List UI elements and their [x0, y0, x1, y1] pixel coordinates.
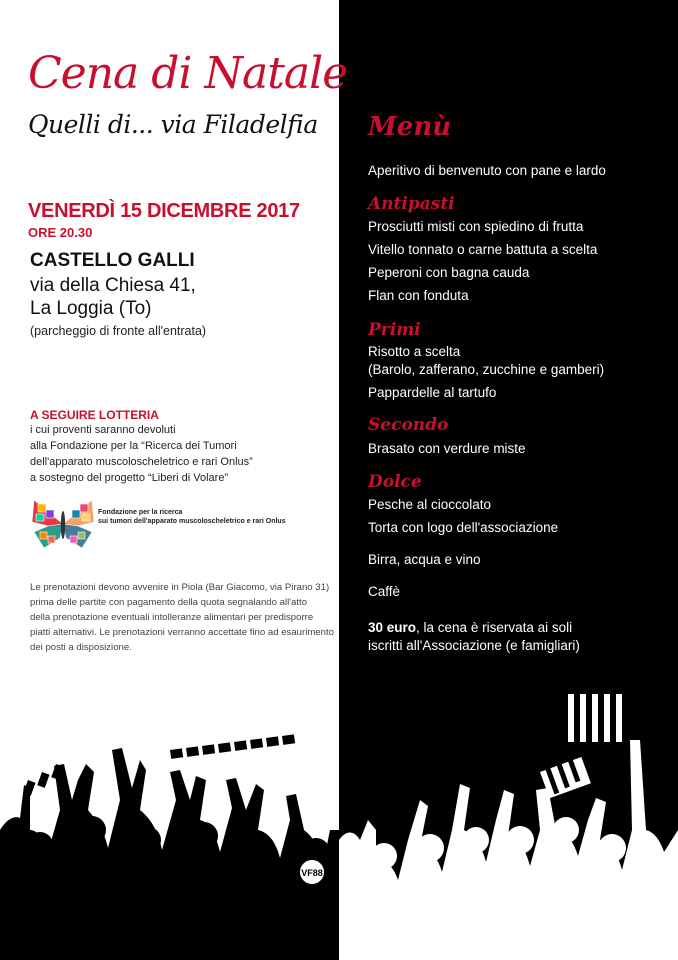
poster-title: Cena di Natale	[28, 48, 348, 99]
menu-title: Menù	[368, 112, 452, 142]
menu-item: Vitello tonnato o carne battuta a scelta	[368, 242, 598, 257]
menu-item: (Barolo, zafferano, zucchine e gamberi)	[368, 362, 605, 377]
booking-line: Le prenotazioni devono avvenire in Piola (Bar Giacomo, via Pirano 31)	[30, 582, 330, 593]
lottery-line: i cui proventi saranno devoluti	[30, 424, 176, 436]
booking-line: dei posti a disposizione.	[30, 642, 132, 653]
lottery-heading: A SEGUIRE LOTTERIA	[30, 408, 159, 422]
parking-note: (parcheggio di fronte all'entrata)	[30, 324, 207, 338]
foundation-name: sui tumori dell'apparato muscoloscheletrico e rari Onlus	[98, 518, 286, 525]
price-line	[368, 620, 572, 635]
menu-item: Brasato con verdure miste	[368, 441, 526, 456]
menu-item: Pesche al cioccolato	[368, 497, 492, 512]
course-dolce: Dolce	[368, 472, 422, 492]
booking-line: della prenotazione eventuali intolleranze alimentari per predisporre	[30, 612, 314, 623]
menu-item: Pappardelle al tartufo	[368, 385, 497, 400]
menu-item: Peperoni con bagna cauda	[368, 265, 530, 280]
course-primi: Primi	[368, 320, 421, 340]
venue-street: via della Chiesa 41,	[30, 275, 196, 296]
menu-coffee: Caffè	[368, 584, 401, 599]
event-date: VENERDÌ 15 DICEMBRE 2017	[28, 200, 300, 222]
striped-scarf	[170, 734, 295, 759]
menu-welcome: Aperitivo di benvenuto con pane e lardo	[368, 163, 606, 178]
event-time: ORE 20.30	[28, 225, 93, 240]
foundation-name: Fondazione per la ricerca	[98, 509, 183, 516]
price-amount: 30 euro	[368, 620, 417, 635]
menu-item: Risotto a scelta	[368, 344, 461, 359]
menu-item: Prosciutti misti con spiedino di frutta	[368, 219, 584, 234]
menu-drinks: Birra, acqua e vino	[368, 552, 481, 567]
striped-scarf-right	[540, 754, 591, 798]
butterfly-logo-icon	[30, 498, 96, 550]
venue-name: CASTELLO GALLI	[30, 250, 195, 271]
course-secondo: Secondo	[368, 415, 449, 435]
price-line: iscritti all'Associazione (e famigliari)	[368, 638, 580, 653]
course-antipasti: Antipasti	[368, 194, 455, 214]
price-note: , la cena è riservata ai soli	[416, 620, 573, 635]
lottery-line: dell'apparato muscoloscheletrico e rari Onlus”	[30, 456, 253, 468]
striped-flag	[568, 694, 628, 742]
lottery-line: alla Fondazione per la “Ricerca dei Tumori	[30, 440, 237, 452]
crowd-silhouette	[0, 680, 678, 960]
lottery-line: a sostegno del progetto “Liberi di Volare”	[30, 472, 229, 484]
booking-line: piatti alternativi. Le prenotazioni verranno accettate fino ad esaurimento	[30, 627, 334, 638]
booking-line: prima delle partite con pagamento della quota segnalando all'atto	[30, 597, 308, 608]
menu-item: Torta con logo dell'associazione	[368, 520, 559, 535]
venue-city: La Loggia (To)	[30, 298, 152, 319]
poster-subtitle: Quelli di... via Filadelfia	[28, 110, 318, 139]
menu-item: Flan con fonduta	[368, 288, 469, 303]
vf88-badge-text: VF88	[301, 868, 323, 878]
